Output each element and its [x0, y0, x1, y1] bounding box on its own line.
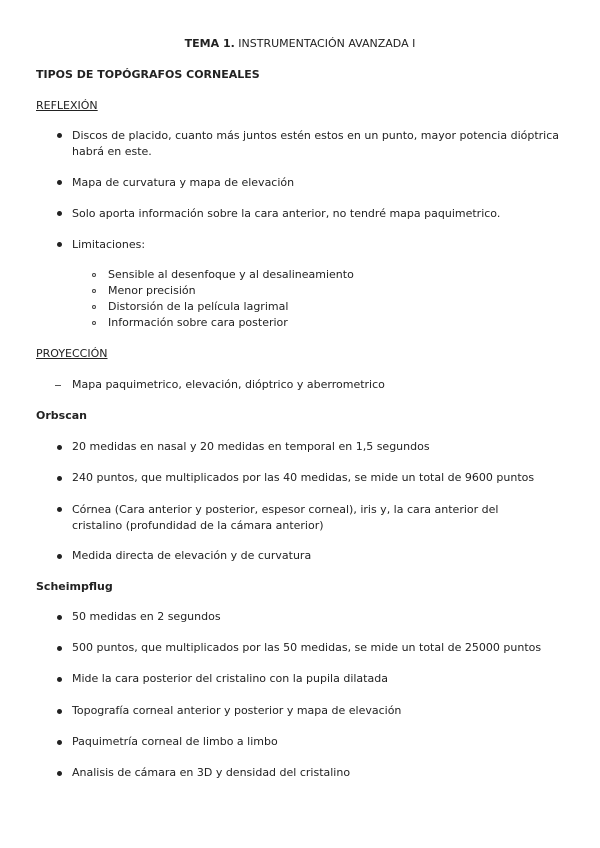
bullet-dot — [57, 646, 62, 651]
scheimpflug-bullet-6: Analisis de cámara en 3D y densidad del cristalino — [72, 766, 351, 779]
main-heading: TIPOS DE TOPÓGRAFOS CORNEALES — [36, 68, 260, 81]
proyeccion-item: Mapa paquimetrico, elevación, dióptrico y aberrometrico — [72, 378, 385, 391]
title-bold: TEMA 1. — [184, 37, 235, 50]
reflexion-bullet-4: Limitaciones: — [72, 238, 146, 251]
reflexion-subbullet-2: Menor precisión — [108, 284, 196, 297]
bullet-dot — [57, 771, 62, 776]
scheimpflug-bullet-2: 500 puntos, que multiplicados por las 50 medidas, se mide un total de 25000 puntos — [72, 641, 542, 654]
reflexion-subbullet-1: Sensible al desenfoque y al desalineamiento — [108, 268, 354, 281]
proyeccion-heading: PROYECCIÓN — [36, 347, 108, 360]
bullet-dot — [57, 445, 62, 450]
scheimpflug-bullet-3: Mide la cara posterior del cristalino con la pupila dilatada — [72, 672, 388, 685]
reflexion-bullet-3: Solo aporta información sobre la cara anterior, no tendré mapa paquimetrico. — [72, 207, 501, 220]
scheimpflug-bullet-4: Topografía corneal anterior y posterior y mapa de elevación — [72, 704, 402, 717]
bullet-dot — [57, 242, 62, 247]
reflexion-bullet-2: Mapa de curvatura y mapa de elevación — [72, 176, 295, 189]
title-rest: INSTRUMENTACIÓN AVANZADA I — [234, 37, 416, 50]
bullet-dot — [57, 740, 62, 745]
bullet-dot — [57, 211, 62, 216]
sub-bullet-ring — [92, 273, 96, 277]
page-title — [0, 37, 600, 51]
sub-bullet-ring — [92, 305, 96, 309]
scheimpflug-bullet-5: Paquimetría corneal de limbo a limbo — [72, 735, 278, 748]
bullet-dot — [57, 133, 62, 138]
orbscan-bullet-3: Córnea (Cara anterior y posterior, espesor corneal), iris y, la cara anterior del cristalino (profundidad de la cámara anterior) — [72, 503, 499, 532]
bullet-dot — [57, 709, 62, 714]
reflexion-subbullet-4: Información sobre cara posterior — [108, 316, 288, 329]
dash-marker — [55, 385, 61, 386]
reflexion-bullet-1: Discos de placido, cuanto más juntos estén estos en un punto, mayor potencia dióptrica habrá en este. — [72, 129, 560, 158]
reflexion-subbullet-3: Distorsión de la película lagrimal — [108, 300, 289, 313]
scheimpflug-heading: Scheimpflug — [36, 580, 113, 593]
bullet-dot — [57, 554, 62, 559]
bullet-dot — [57, 476, 62, 481]
sub-bullet-ring — [92, 289, 96, 293]
orbscan-bullet-1: 20 medidas en nasal y 20 medidas en temporal en 1,5 segundos — [72, 440, 430, 453]
bullet-dot — [57, 180, 62, 185]
bullet-dot — [57, 507, 62, 512]
reflexion-heading: REFLEXIÓN — [36, 99, 98, 112]
bullet-dot — [57, 615, 62, 620]
sub-bullet-ring — [92, 321, 96, 325]
orbscan-bullet-4: Medida directa de elevación y de curvatura — [72, 549, 312, 562]
scheimpflug-bullet-1: 50 medidas en 2 segundos — [72, 610, 221, 623]
bullet-dot — [57, 677, 62, 682]
orbscan-bullet-2: 240 puntos, que multiplicados por las 40 medidas, se mide un total de 9600 puntos — [72, 471, 535, 484]
orbscan-heading: Orbscan — [36, 409, 87, 422]
